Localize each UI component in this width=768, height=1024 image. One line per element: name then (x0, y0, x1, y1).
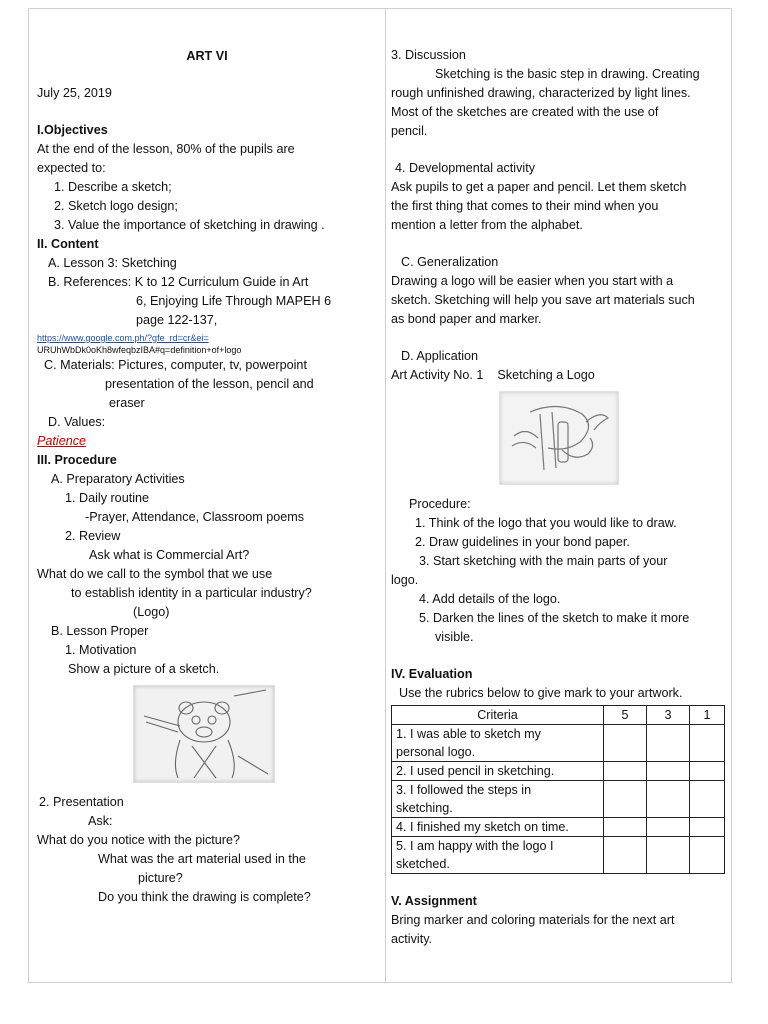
objectives-intro-2: expected to: (37, 161, 106, 175)
rubric-row (392, 781, 725, 818)
score-cell[interactable] (647, 837, 690, 874)
values-text: Patience (37, 434, 87, 448)
activity-number: Art Activity No. 1 (391, 368, 484, 382)
score-cell[interactable] (604, 725, 647, 762)
score-cell[interactable] (647, 725, 690, 762)
score-cell[interactable] (604, 818, 647, 837)
rubric-row (392, 725, 725, 762)
score-cell[interactable] (604, 837, 647, 874)
question-3: Do you think the drawing is complete? (98, 890, 311, 904)
objectives-intro: At the end of the lesson, 80% of the pupils are (37, 142, 295, 156)
objective-item: 2. Sketch logo design; (54, 199, 178, 213)
generalization-heading: C. Generalization (401, 255, 499, 269)
daily-routine: 1. Daily routine (65, 491, 149, 505)
objective-item: 3. Value the importance of sketching in drawing . (54, 218, 325, 232)
rubric-header-row (392, 706, 725, 725)
score-cell[interactable] (604, 762, 647, 781)
criteria-cell: 2. I used pencil in sketching. (392, 762, 604, 781)
criteria-header: Criteria (392, 706, 604, 725)
rubric-row (392, 837, 725, 874)
step-item: 3. Start sketching with the main parts of your (419, 554, 668, 568)
score-cell[interactable] (690, 781, 725, 818)
activity-line (391, 366, 725, 385)
discussion-text: pencil. (391, 124, 428, 138)
score-cell[interactable] (690, 818, 725, 837)
assignment-text: activity. (391, 932, 433, 946)
application-heading: D. Application (401, 349, 479, 363)
score-1-header: 1 (690, 706, 725, 725)
ask-label: Ask: (88, 814, 113, 828)
evaluation-intro: Use the rubrics below to give mark to your artwork. (399, 686, 683, 700)
lesson-date: July 25, 2019 (37, 86, 112, 100)
materials-line: presentation of the lesson, pencil and (105, 377, 314, 391)
discussion-text: Sketching is the basic step in drawing. Creating (435, 67, 700, 81)
assignment-heading: V. Assignment (391, 894, 477, 908)
presentation-label: 2. Presentation (39, 795, 124, 809)
criteria-cell: 1. I was able to sketch my personal logo. (392, 725, 604, 762)
procedure-label: Procedure: (409, 497, 471, 511)
review-label: 2. Review (65, 529, 121, 543)
evaluation-heading: IV. Evaluation (391, 667, 473, 681)
step-item: 1. Think of the logo that you would like to draw. (415, 516, 677, 530)
step-item: 4. Add details of the logo. (419, 592, 561, 606)
review-question: Ask what is Commercial Art? (89, 548, 250, 562)
logo-answer: (Logo) (133, 605, 170, 619)
values-label: D. Values: (48, 415, 106, 429)
score-3-header: 3 (647, 706, 690, 725)
score-5-header: 5 (604, 706, 647, 725)
symbol-question: What do we call to the symbol that we use (37, 567, 273, 581)
sketch-picture (133, 685, 275, 783)
assignment-text: Bring marker and coloring materials for the next art (391, 913, 675, 927)
criteria-cell: 4. I finished my sketch on time. (392, 818, 604, 837)
right-column (391, 46, 725, 949)
step-item: 2. Draw guidelines in your bond paper. (415, 535, 630, 549)
score-cell[interactable] (647, 781, 690, 818)
discussion-heading: 3. Discussion (391, 48, 466, 62)
generalization-text: sketch. Sketching will help you save art materials such (391, 293, 695, 307)
reference-link[interactable]: https://www.google.com.ph/?gfe_rd=cr&ei= (37, 333, 209, 343)
reference-link-tail: URUhWbDk0oKh8wfeqbzIBA#q=definition+of+logo (37, 345, 242, 355)
symbol-question-2: to establish identity in a particular industry? (71, 586, 312, 600)
criteria-cell: 5. I am happy with the logo I sketched. (392, 837, 604, 874)
criteria-cell: 3. I followed the steps in sketching. (392, 781, 604, 818)
step-item: logo. (391, 573, 419, 587)
rubric-row (392, 762, 725, 781)
materials-line: eraser (109, 396, 145, 410)
score-cell[interactable] (690, 837, 725, 874)
question-1: What do you notice with the picture? (37, 833, 241, 847)
score-cell[interactable] (647, 762, 690, 781)
question-2: What was the art material used in the (98, 852, 306, 866)
objective-item: 1. Describe a sketch; (54, 180, 172, 194)
step-item: visible. (435, 630, 474, 644)
generalization-text: Drawing a logo will be easier when you start with a (391, 274, 674, 288)
score-cell[interactable] (690, 725, 725, 762)
step-item: 5. Darken the lines of the sketch to make it more (419, 611, 690, 625)
activity-title: Sketching a Logo (497, 368, 595, 382)
motivation-label: 1. Motivation (65, 643, 137, 657)
motivation-text: Show a picture of a sketch. (68, 662, 220, 676)
preparatory-activities: A. Preparatory Activities (51, 472, 185, 486)
question-2-tail: picture? (138, 871, 183, 885)
score-cell[interactable] (647, 818, 690, 837)
references-line: 6, Enjoying Life Through MAPEH 6 (136, 294, 332, 308)
lesson-plan-page (28, 8, 732, 983)
lesson-proper: B. Lesson Proper (51, 624, 149, 638)
developmental-text: mention a letter from the alphabet. (391, 218, 583, 232)
left-column (37, 47, 377, 907)
developmental-text: the first thing that comes to their mind when you (391, 199, 659, 213)
developmental-text: Ask pupils to get a paper and pencil. Let them sketch (391, 180, 687, 194)
rubric-table (391, 705, 725, 874)
score-cell[interactable] (690, 762, 725, 781)
discussion-text: rough unfinished drawing, characterized by light lines. (391, 86, 691, 100)
discussion-text: Most of the sketches are created with the use of (391, 105, 659, 119)
developmental-heading: 4. Developmental activity (395, 161, 535, 175)
references-line: B. References: K to 12 Curriculum Guide in Art (48, 275, 309, 289)
daily-routine-items: -Prayer, Attendance, Classroom poems (85, 510, 305, 524)
references-line: page 122-137, (136, 313, 218, 327)
lesson-line: A. Lesson 3: Sketching (48, 256, 177, 270)
column-divider (385, 9, 386, 982)
procedure-heading: III. Procedure (37, 453, 117, 467)
score-cell[interactable] (604, 781, 647, 818)
rubric-row (392, 818, 725, 837)
materials-line: C. Materials: Pictures, computer, tv, powerpoint (44, 358, 307, 372)
objectives-heading: I.Objectives (37, 123, 108, 137)
page-title: ART VI (186, 49, 228, 63)
generalization-text: as bond paper and marker. (391, 312, 542, 326)
content-heading: II. Content (37, 237, 99, 251)
logo-sketch-picture (499, 391, 619, 485)
